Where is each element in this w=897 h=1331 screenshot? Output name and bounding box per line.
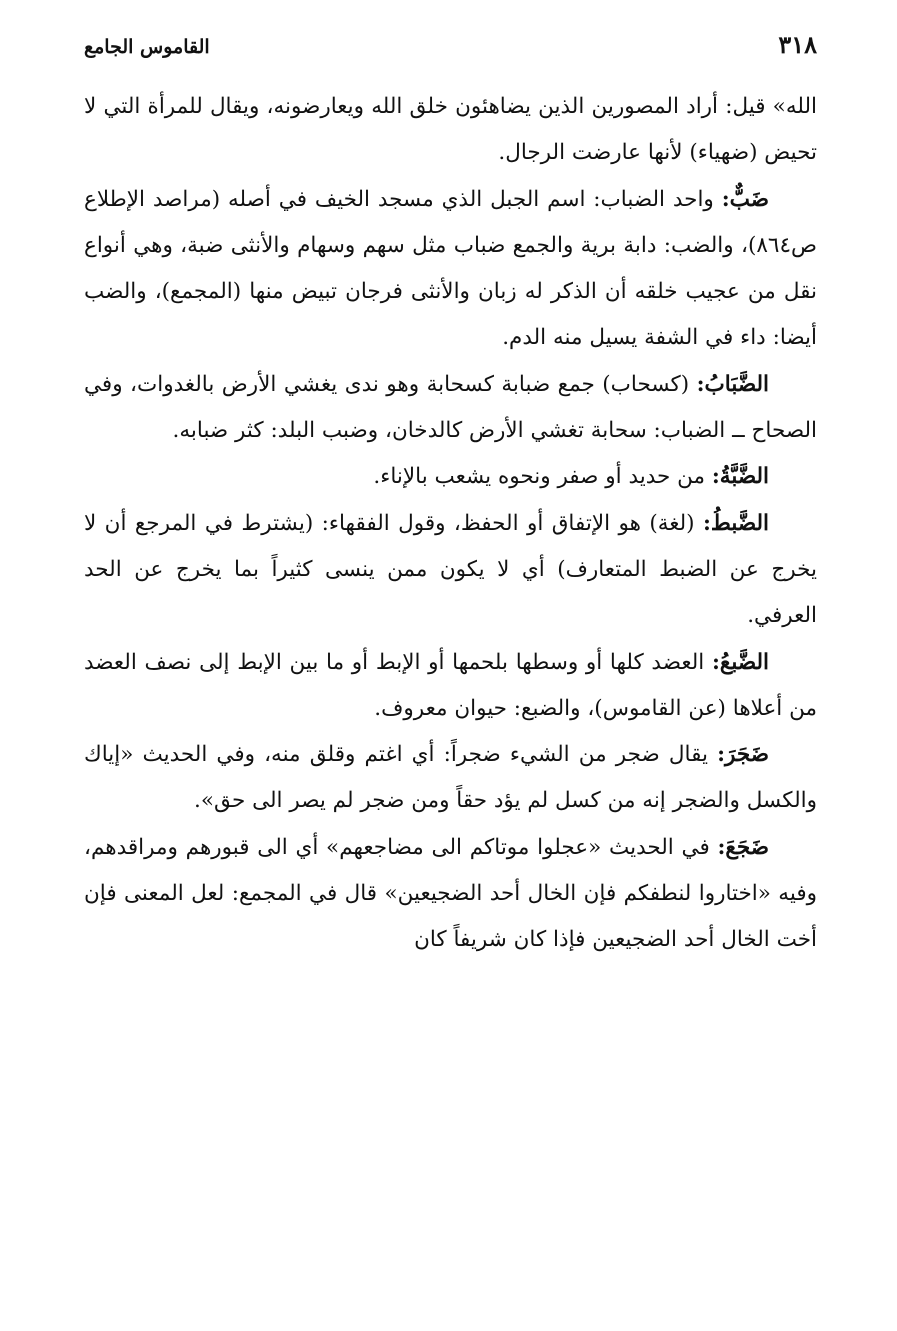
entry-paragraph	[84, 501, 817, 640]
entry-paragraph	[84, 825, 817, 964]
entry-text: من حديد أو صفر ونحوه يشعب بالإناء.	[373, 464, 712, 490]
entry-paragraph	[84, 177, 817, 362]
entry-text: واحد الضباب: اسم الجبل الذي مسجد الخيف في أصله (مراصد الإطلاع ص٨٦٤)، والضب: دابة برية والجمع ضباب مثل سهم وسهام والأنثى ضبة، وهي أنواع نقل من عجيب خلقه أن الذكر له زبان والأنثى فرجان تبيض منها (المجمع)، والضب أيضا: داء في الشفة يسيل منه الدم.	[84, 186, 817, 351]
entry-headword: ضَجَعَ:	[717, 834, 769, 860]
page-header	[84, 28, 817, 68]
entry-headword: الضَّبعُ:	[711, 649, 769, 675]
running-title: القاموس الجامع	[84, 36, 210, 58]
entry-headword: الضَّبَابُ:	[696, 371, 769, 397]
entry-headword: الضَّبَّةُ:	[711, 464, 769, 490]
entry-headword: ضَجَرَ:	[717, 742, 769, 768]
entry-paragraph	[84, 84, 817, 177]
entry-paragraph	[84, 732, 817, 825]
entry-text: (كسحاب) جمع ضبابة كسحابة وهو ندى يغشي الأرض بالغدوات، وفي الصحاح ــ الضباب: سحابة تغشي الأرض كالدخان، وضبب البلد: كثر ضبابه.	[84, 371, 817, 444]
entry-text: الله» قيل: أراد المصورين الذين يضاهئون خلق الله ويعارضونه، ويقال للمرأة التي لا تحيض (ضهياء) لأنها عارضت الرجال.	[84, 94, 817, 166]
entry-text: في الحديث «عجلوا موتاكم الى مضاجعهم» أي الى قبورهم ومراقدهم، وفيه «اختاروا لنطفكم فإن الخال أحد الضجيعين» قال في المجمع: لعل المعنى فإن أخت الخال أحد الضجيعين فإذا كان شريفاً كان	[84, 834, 817, 953]
entry-headword: الضَّبطُ:	[702, 510, 769, 536]
entry-text: العضد كلها أو وسطها بلحمها أو الإبط أو ما بين الإبط إلى نصف العضد من أعلاها (عن القاموس)، والضبع: حيوان معروف.	[84, 649, 817, 721]
entry-text: (لغة) هو الإتفاق أو الحفظ، وقول الفقهاء: (يشترط في المرجع أن لا يخرج عن الضبط المتعارف) أي لا يكون ممن ينسى كثيراً بما يخرج عن الحد العرفي.	[84, 510, 817, 629]
entry-headword: ضَبٌّ:	[721, 186, 769, 212]
entry-paragraph	[84, 640, 817, 733]
page-number: ٣١٨	[778, 30, 817, 59]
entry-paragraph	[84, 362, 817, 455]
entry-text: يقال ضجر من الشيء ضجراً: أي اغتم وقلق منه، وفي الحديث «إياك والكسل والضجر إنه من كسل لم يؤد حقاً ومن ضجر لم يصر الى حق».	[84, 742, 817, 814]
entry-paragraph	[84, 454, 817, 500]
dictionary-body	[84, 84, 817, 964]
